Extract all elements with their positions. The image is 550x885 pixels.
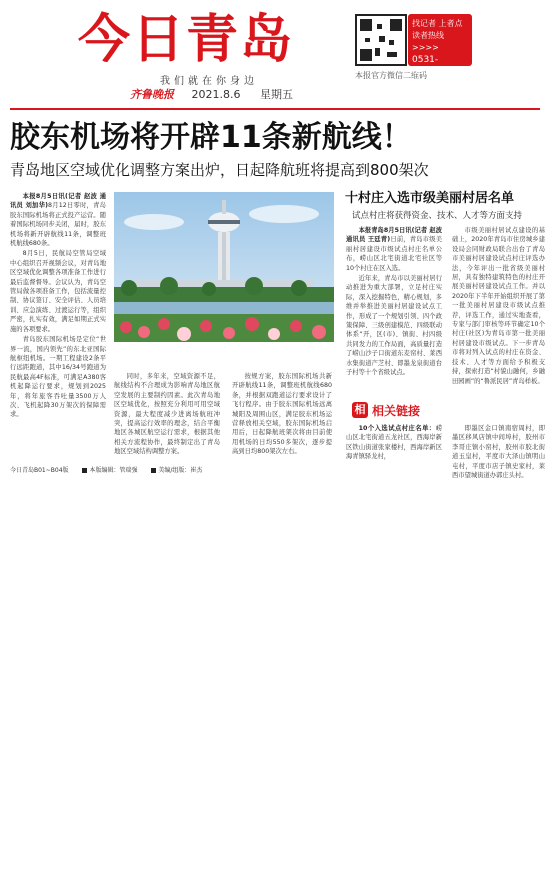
dateline [130, 86, 293, 102]
side-story-subhead: 试点村庄将获得资金、技术、人才等方面支持 [352, 211, 523, 221]
related-list-right [452, 424, 545, 480]
main-story-column-3 [232, 372, 332, 456]
side-paragraph-1: 日前，青岛市级美丽村居建设市级试点村庄名单公布，崂山区北宅街道北宅社区等10个村庄在区入选。 [346, 236, 443, 272]
qr-label: 本报官方微信二维码 [355, 71, 427, 80]
square-bullet-icon [82, 468, 87, 473]
airport-tower-photo [114, 192, 334, 342]
main-byline: 本报8月5日讯(记者 赵波 通讯员 刘加华) [10, 193, 106, 210]
footer-designer: 美编/组版：崔杰 [158, 467, 203, 474]
phone-2: 13869196706 [412, 79, 475, 89]
main-paragraph-2: 8月5日，民航局空管局空域中心组织召开视频会议，对青岛地区空域优化调整各项准备工作进行最后监督督导。会议认为，青岛空管局做各项准备工作，包括流量控制、协议签订、安全评估、人员培训、应急演练、过渡运行等，组织严密，扎实有效，满足如期正式实施的各项要求。 [10, 250, 106, 333]
related-list-right-text: 即墨区金口镇南宿周村，即墨区移风店镇中间埠村，胶州市李哥庄镇小窑村，胶州市胶北街道玉皇村，平度市大泽山镇明山屯村，平度市店子镇史家村，莱西市望城街道办郭庄头村。 [452, 425, 545, 480]
related-label: 相关链接 [372, 404, 421, 418]
masthead-title: 今日青岛 [78, 10, 295, 70]
reporter-hotline-box [408, 14, 475, 89]
footer-editor: 本版编辑：管瑞强 [89, 467, 138, 474]
masthead [0, 0, 550, 118]
side-story-headline: 十村庄入选市级美丽村居名单 [345, 191, 515, 206]
slogan: 我们就在你身边 [160, 76, 258, 87]
main-story-column-1 [10, 192, 106, 462]
page-headline: 胶东机场将开辟11条新航线！ [10, 120, 412, 155]
main-paragraph-1: 8月12日零时，青岛胶东国际机场将正式投产运营。随着国际机场同步关闭，届时，胶东机场将新开辟航线11条，调整班机航线680条。 [10, 202, 106, 248]
issue-date: 2021.8.6 [191, 88, 241, 101]
qr-code-icon [355, 14, 407, 66]
side-story-column-2 [452, 226, 545, 384]
masthead-divider [10, 108, 540, 110]
brand-logo: 齐鲁晚报 [130, 88, 174, 101]
hotline-label: 读者热线>>>> [412, 31, 444, 52]
phone-1: 0531-85193700 [412, 55, 458, 77]
side-byline: 本报青岛8月5日讯(记者 赵波 通讯员 王廷青) [346, 227, 442, 244]
main-story-column-2 [114, 372, 220, 462]
related-link-header [352, 400, 442, 422]
page-subhead: 青岛地区空域优化调整方案出炉，日起降航班将提高到800架次 [10, 161, 429, 179]
main-paragraph-5: 按规方案，胶东国际机场共新开辟航线11条，调整班机航线680条，并根据双跑道运行要求设计了飞行程序。由于胶东国际机场远离城阳及周围山区，满足胶东机场运营释放相关空域，胶东国际机场启用后，日起降航班架次将由目前使用机场的日均550多架次，逐步提高到日均800架次左右。 [232, 373, 332, 456]
related-badge-icon: 相 [352, 402, 368, 418]
side-story-column-1 [346, 226, 442, 384]
related-list-title: 10个入选试点村庄名单： [358, 425, 436, 432]
page-footer [10, 465, 540, 474]
side-paragraph-2: 近年来，青岛市以美丽村居行动推进为重大部署，立足村庄实际，深入挖掘特色，精心规划，多维并举推进美丽村居建设试点工作，形成了一个规划引领、四个政策保障、三级创建模范、四级联动体系“开，区(市)、镇街、村四级共同发力的工作局面，高质量打造了崂山沙子口街道东麦窑村、莱西水集街道产芝村、即墨龙泉街道台子村等十个省级试点。 [346, 275, 442, 377]
related-list-left [346, 424, 442, 461]
square-bullet-icon [151, 468, 156, 473]
main-paragraph-3: 青岛胶东国际机场是定位“世界一流，国内领先”的东北亚国际航枢纽机场。一期工程建设2条平行远距跑道，其中16/34号跑道为民航最高4F标准，可满足A380客机起降运行要求，规划到2025年，将年旅客吞吐量3500万人次、飞机起降30万架次的保障需求。 [10, 336, 106, 419]
footer-pages: 今日青岛B01~B04版 [10, 467, 69, 474]
issue-weekday: 星期五 [259, 88, 293, 101]
main-paragraph-4: 同时，多年来，空域资源不足，航线结构不合理成为影响青岛地区航空发展的主要制约因素。此次青岛地区空域优化，按照充分利用可用空域资源，最大程度减少进离场航班冲突，提高运行效率的理念，结合平衡地区各城区航空运行需求，根据其他相关方流程协作，最终制定出了青岛地区空域结构调整方案。 [114, 373, 220, 456]
related-list-left-text: 崂山区北宅街道五龙社区，西海岸新区铁山街道张家楼村，西海岸新区海青镇驿龙村， [346, 425, 442, 461]
side-paragraph-3: 市级美丽村居试点建设的基础上，2020年青岛市住房城乡建设局会同财政局联合出台了青岛市美丽村居建设试点村庄评选办法，今年评出一批省级美丽村居，具有独特建筑特色的村庄开展美丽村居建设试点工作。并以2020年下半年开始组织开展了第一批美丽村居建设市级试点推荐，评选工作，通过实地查看，专家与部门审核等环节确定10个村庄(社区)为青岛市第一批美丽村居建设市级试点。下一步青岛市将对列入试点的村庄在资金、技术、人才等方面给予积极支持，探索打造“村貌山融何，乡融田园画”的“鲁派民居”青岛样板。 [452, 227, 545, 385]
reporter-label: 找记者 上者点 [412, 19, 463, 28]
